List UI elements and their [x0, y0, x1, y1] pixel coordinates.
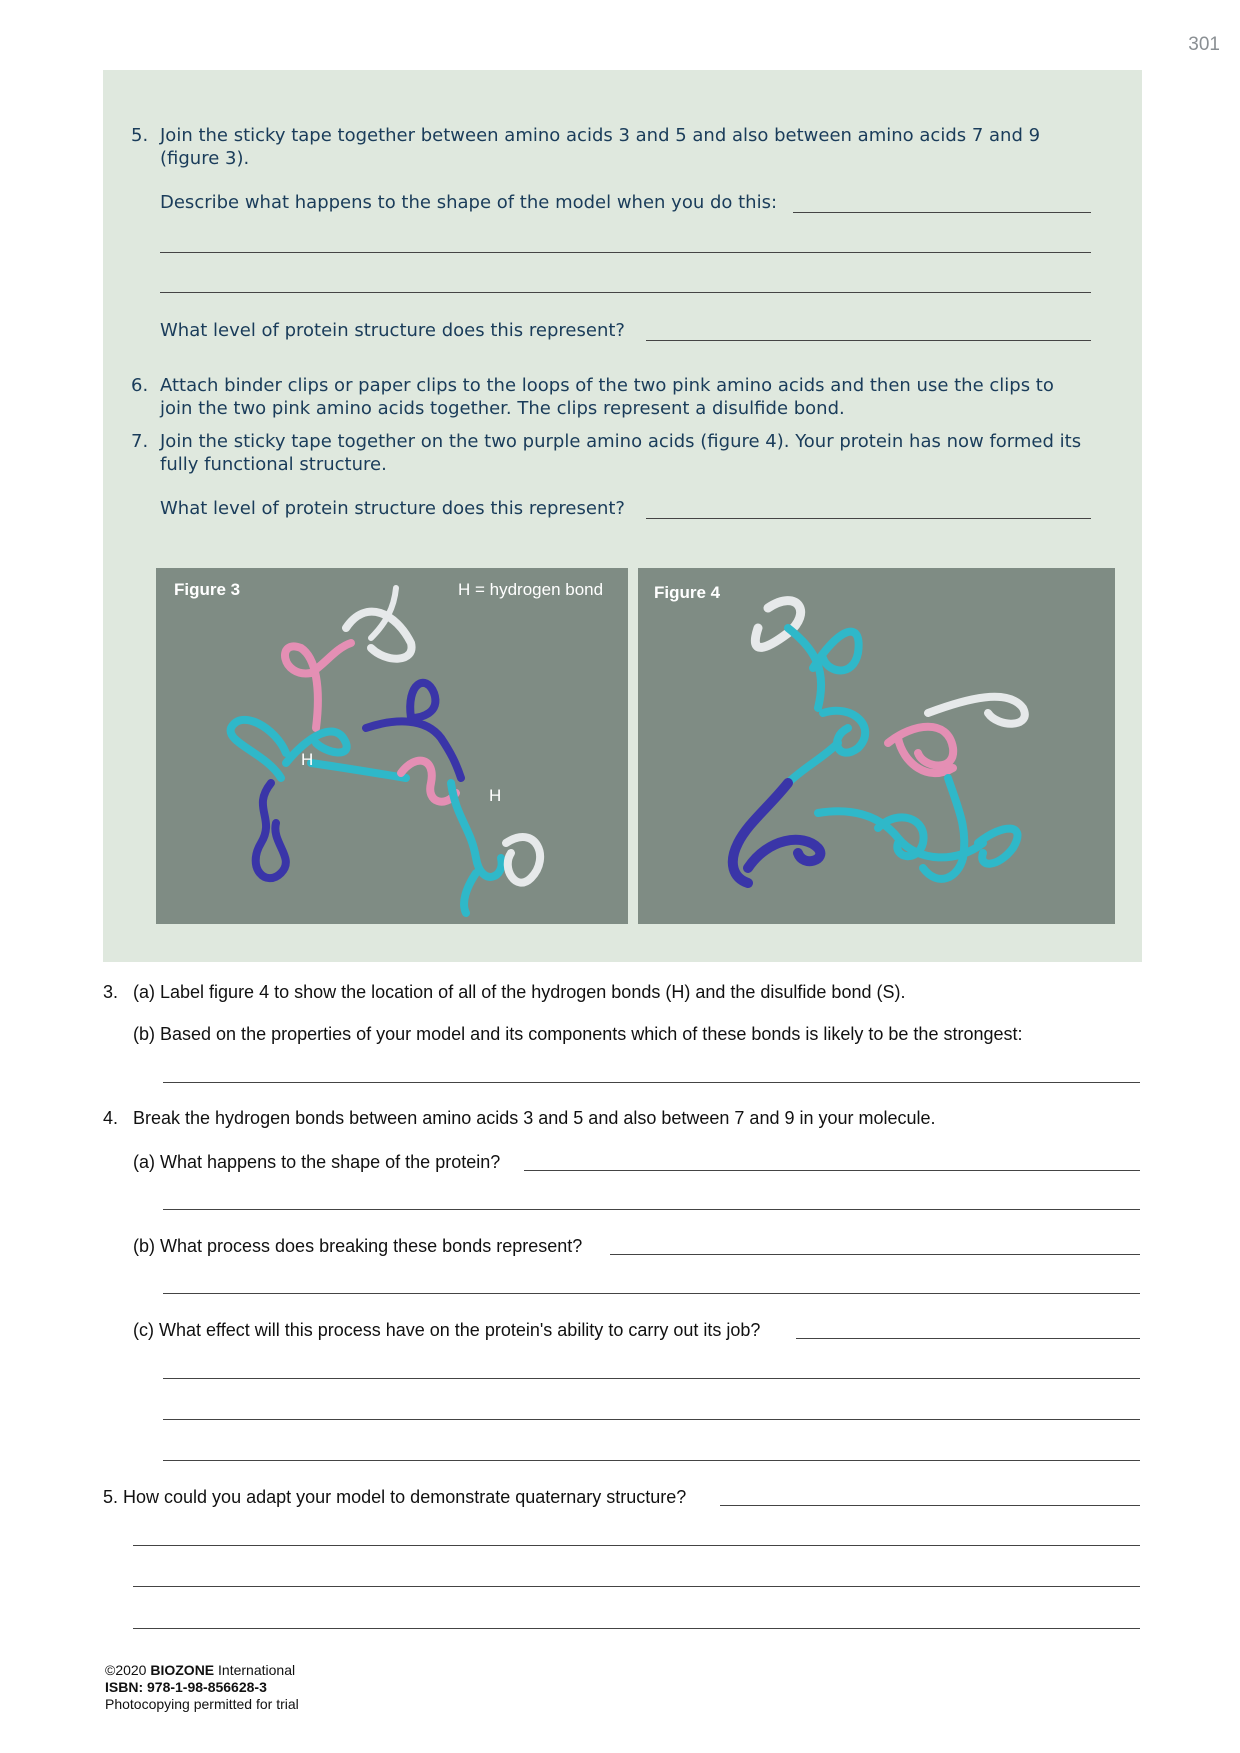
step-6	[131, 374, 1091, 420]
answer-line[interactable]	[160, 292, 1091, 293]
answer-line[interactable]	[163, 1378, 1140, 1379]
answer-line[interactable]	[163, 1293, 1140, 1294]
pipe-white	[928, 697, 1025, 724]
pipe-purple	[748, 840, 820, 868]
isbn: ISBN: 978-1-98-856628-3	[105, 1679, 267, 1695]
footer	[105, 1662, 299, 1713]
answer-line[interactable]	[646, 340, 1091, 341]
answer-line[interactable]	[524, 1170, 1140, 1171]
figure-3-caption: Figure 3	[174, 580, 241, 599]
copyright-line	[105, 1662, 299, 1679]
step-6-number: 6.	[131, 375, 149, 396]
question-5: 5. How could you adapt your model to demonstrate quaternary structure?	[103, 1487, 687, 1507]
pipe-cyan	[788, 743, 838, 783]
answer-line[interactable]	[720, 1505, 1140, 1506]
step-5-text: Join the sticky tape together between amino acids 3 and 5 and also between amino acids 7 and 9 (figure 3).	[160, 125, 1041, 169]
step-5-number: 5.	[131, 125, 149, 146]
hydrogen-bond-label: H	[301, 750, 314, 769]
pipe-purple	[256, 783, 286, 878]
question-4b: (b) What process does breaking these bonds represent?	[133, 1236, 583, 1256]
answer-line[interactable]	[793, 212, 1091, 213]
figure-4-photo	[638, 568, 1115, 924]
describe-prompt: Describe what happens to the shape of the model when you do this:	[160, 192, 778, 213]
activity-panel	[103, 70, 1142, 962]
figure-3-legend: H = hydrogen bond	[458, 580, 604, 599]
answer-line[interactable]	[133, 1545, 1140, 1546]
question-4c: (c) What effect will this process have on the protein's ability to carry out its job?	[133, 1320, 761, 1340]
answer-line[interactable]	[796, 1338, 1140, 1339]
pipe-cyan	[813, 632, 859, 671]
copyright-suffix: International	[214, 1662, 296, 1678]
answer-line[interactable]	[163, 1209, 1140, 1210]
pipe-purple	[733, 783, 788, 883]
level-prompt-step-7: What level of protein structure does this represent?	[160, 498, 625, 519]
answer-line[interactable]	[133, 1628, 1140, 1629]
question-3-number: 3.	[103, 982, 119, 1002]
question-4-number: 4.	[103, 1108, 119, 1128]
step-7-number: 7.	[131, 431, 149, 452]
pipe-purple	[410, 683, 435, 718]
answer-line[interactable]	[646, 518, 1091, 519]
answer-line[interactable]	[163, 1082, 1140, 1083]
step-6-text: Attach binder clips or paper clips to the loops of the two pink amino acids and then use the clips to join the two pink amino acids together. The clips represent a disulfide bond.	[160, 375, 1054, 419]
photocopy-permission: Photocopying permitted for trial	[105, 1696, 299, 1712]
pipe-cyan	[231, 720, 286, 778]
pipe-white	[506, 837, 540, 883]
pipe-white	[346, 612, 412, 659]
step-5	[131, 124, 1091, 170]
question-3b: (b) Based on the properties of your model and its components which of these bonds is likely to be the strongest:	[133, 1024, 1023, 1044]
pipe-cyan	[286, 732, 347, 763]
answer-line[interactable]	[610, 1254, 1140, 1255]
question-4a: (a) What happens to the shape of the protein?	[133, 1152, 501, 1172]
pipe-white	[755, 601, 800, 648]
pipe-purple	[366, 721, 461, 778]
answer-line[interactable]	[163, 1419, 1140, 1420]
pipe-cyan	[464, 873, 476, 913]
step-7	[131, 430, 1091, 476]
page-number: 301	[1188, 34, 1220, 55]
answer-line[interactable]	[160, 252, 1091, 253]
pipe-pink	[285, 643, 351, 728]
figure-3-photo	[156, 568, 628, 924]
copyright-prefix: ©2020	[105, 1662, 151, 1678]
pipe-cyan	[923, 778, 964, 879]
pipe-cyan	[311, 763, 406, 778]
hydrogen-bond-label: H	[489, 786, 502, 805]
figure-4-model	[638, 568, 1115, 924]
level-prompt-step-5: What level of protein structure does this represent?	[160, 320, 625, 341]
figure-3-model	[156, 568, 628, 924]
figure-4-caption: Figure 4	[654, 583, 721, 602]
answer-line[interactable]	[133, 1586, 1140, 1587]
question-3a: (a) Label figure 4 to show the location of all of the hydrogen bonds (H) and the disulfide bond (S).	[133, 982, 906, 1002]
answer-line[interactable]	[163, 1460, 1140, 1461]
step-7-text: Join the sticky tape together on the two purple amino acids (figure 4). Your protein has now formed its fully functional structure.	[160, 431, 1082, 475]
pipe-pink	[898, 738, 953, 773]
question-4-text: Break the hydrogen bonds between amino acids 3 and 5 and also between 7 and 9 in your molecule.	[133, 1108, 936, 1128]
brand-name: BIOZONE	[150, 1662, 215, 1678]
